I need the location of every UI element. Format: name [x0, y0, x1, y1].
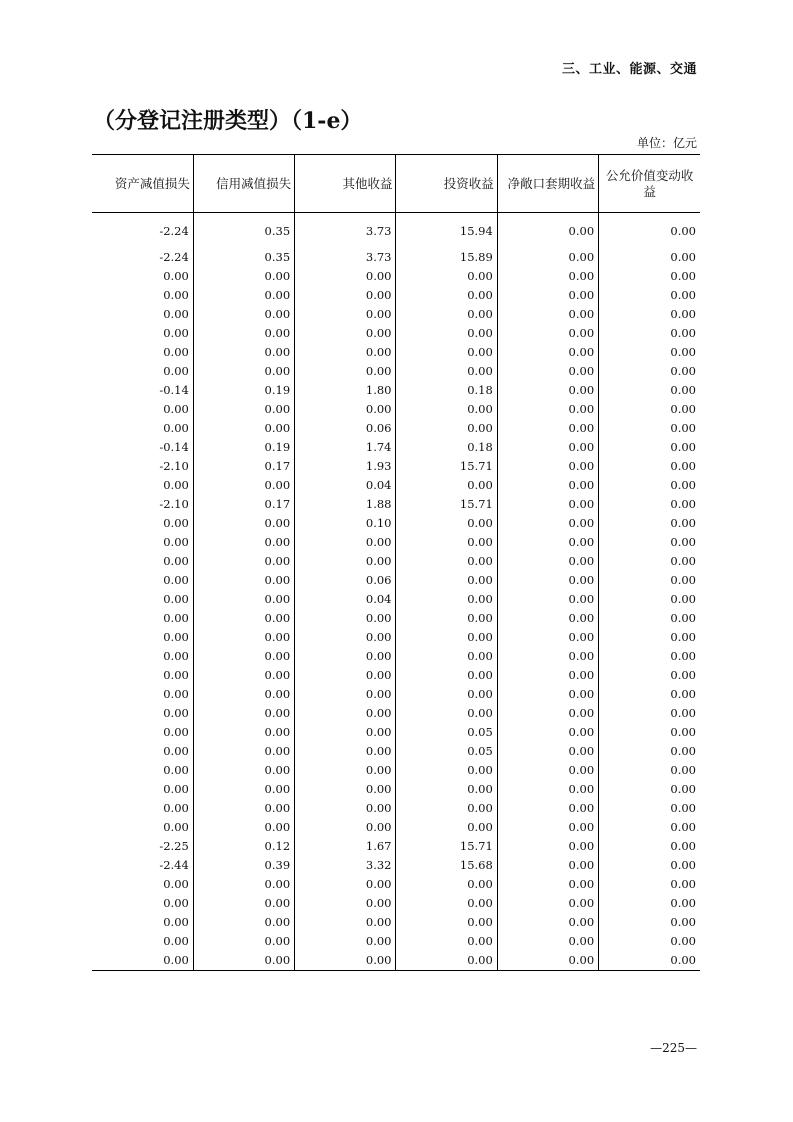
table-cell: 0.00 [396, 571, 497, 590]
table-cell: 0.00 [599, 780, 700, 799]
table-cell: 0.00 [193, 875, 294, 894]
table-cell: 0.00 [193, 362, 294, 381]
table-row [92, 818, 700, 837]
table-cell: 0.00 [396, 685, 497, 704]
table-row [92, 476, 700, 495]
table-cell: 0.00 [497, 213, 598, 242]
table-cell: 0.00 [599, 305, 700, 324]
column-header: 信用减值损失 [193, 155, 294, 213]
table-cell: 0.00 [163, 573, 189, 587]
table-cell: 0.00 [193, 647, 294, 666]
table-cell: 0.00 [193, 704, 294, 723]
table-cell: 0.10 [295, 514, 396, 533]
table-cell: 0.00 [599, 875, 700, 894]
table-cell: 0.00 [497, 381, 598, 400]
table-cell: 0.00 [396, 647, 497, 666]
table-row [92, 286, 700, 305]
table-cell: 0.00 [396, 305, 497, 324]
table-cell: 0.00 [497, 647, 598, 666]
table-cell: 0.04 [295, 590, 396, 609]
table-row [92, 799, 700, 818]
table-cell: 0.00 [497, 476, 598, 495]
table-cell: 0.00 [396, 552, 497, 571]
table-row [92, 213, 700, 242]
table-cell: 0.00 [163, 687, 189, 701]
table-cell: 0.00 [295, 400, 396, 419]
table-cell: 0.00 [599, 666, 700, 685]
table-cell: 0.00 [193, 685, 294, 704]
table-cell: 0.00 [599, 213, 700, 242]
table-cell: 0.00 [497, 780, 598, 799]
table-cell: 0.00 [396, 761, 497, 780]
table-cell: 0.00 [396, 704, 497, 723]
table-row [92, 856, 700, 875]
table-cell: 3.73 [295, 241, 396, 267]
table-cell: 0.00 [599, 742, 700, 761]
table-cell: 0.00 [497, 419, 598, 438]
table-cell: 0.00 [599, 533, 700, 552]
table-cell: 0.00 [193, 894, 294, 913]
table-cell: 0.00 [599, 685, 700, 704]
table-cell: 0.00 [295, 723, 396, 742]
table-cell: 0.00 [599, 951, 700, 971]
table-cell: 0.00 [497, 609, 598, 628]
table-cell: 0.05 [396, 742, 497, 761]
table-cell: 0.00 [599, 457, 700, 476]
table-cell: 0.00 [193, 476, 294, 495]
table-cell: 0.00 [92, 951, 193, 971]
table-cell: 0.00 [193, 951, 294, 971]
table-row [92, 894, 700, 913]
table-cell: 0.00 [599, 609, 700, 628]
table-cell: 0.00 [396, 932, 497, 951]
table-cell: 0.00 [193, 609, 294, 628]
table-cell: 0.00 [599, 267, 700, 286]
table-cell: 0.00 [599, 799, 700, 818]
table-row [92, 837, 700, 856]
table-cell: 0.00 [295, 305, 396, 324]
table-cell: 0.00 [193, 305, 294, 324]
table-row [92, 457, 700, 476]
table-cell: 0.00 [295, 362, 396, 381]
table-cell: 0.00 [163, 554, 189, 568]
table-cell: 0.00 [599, 647, 700, 666]
table-cell: 1.74 [295, 438, 396, 457]
table-cell: -2.10 [159, 497, 189, 511]
table-row [92, 438, 700, 457]
table-cell: 0.00 [295, 267, 396, 286]
table-cell: 0.00 [396, 799, 497, 818]
table-cell: 0.00 [497, 241, 598, 267]
table-cell: 1.67 [295, 837, 396, 856]
table-cell: 0.00 [599, 381, 700, 400]
table-cell: 0.00 [599, 438, 700, 457]
table-cell: 0.00 [295, 894, 396, 913]
table-cell: 0.00 [599, 856, 700, 875]
table-cell: 0.00 [295, 799, 396, 818]
table-cell: 0.00 [497, 400, 598, 419]
table-cell: 0.05 [396, 723, 497, 742]
table-cell: -0.14 [159, 383, 189, 397]
table-cell: 0.00 [163, 307, 189, 321]
table-cell: 0.17 [193, 457, 294, 476]
table-cell: 0.19 [193, 438, 294, 457]
table-cell: 15.89 [396, 241, 497, 267]
table-row [92, 704, 700, 723]
table-row [92, 951, 700, 971]
table-cell: 0.00 [163, 630, 189, 644]
table-cell: 0.00 [396, 951, 497, 971]
table-cell: 0.00 [497, 438, 598, 457]
table-cell: 3.32 [295, 856, 396, 875]
table-cell: 0.00 [497, 894, 598, 913]
table-cell: 0.00 [193, 799, 294, 818]
table-cell: 0.00 [497, 932, 598, 951]
table-cell: -2.24 [159, 224, 189, 238]
table-cell: 0.00 [599, 628, 700, 647]
table-cell: 0.00 [163, 478, 189, 492]
table-cell: 0.00 [599, 286, 700, 305]
table-row [92, 552, 700, 571]
column-header: 投资收益 [396, 155, 497, 213]
table-cell: 0.00 [396, 267, 497, 286]
table-row [92, 419, 700, 438]
table-row [92, 241, 700, 267]
table-cell: 0.00 [497, 362, 598, 381]
table-cell: 0.00 [295, 704, 396, 723]
table-row [92, 324, 700, 343]
table-cell: 0.39 [193, 856, 294, 875]
table-cell: 0.00 [295, 324, 396, 343]
table-cell: 0.00 [396, 666, 497, 685]
table-cell: 0.00 [295, 609, 396, 628]
table-cell: 0.00 [396, 400, 497, 419]
table-cell: 0.00 [295, 647, 396, 666]
table-cell: 0.00 [497, 742, 598, 761]
table-cell: 0.00 [599, 818, 700, 837]
table-cell: 0.00 [396, 324, 497, 343]
table-cell: 0.00 [599, 837, 700, 856]
table-body [92, 213, 700, 971]
table-cell: -2.25 [159, 839, 189, 853]
table-cell: 0.00 [497, 666, 598, 685]
table-cell: 0.00 [295, 666, 396, 685]
table-row [92, 305, 700, 324]
table-cell: 0.00 [497, 818, 598, 837]
table-cell: 0.00 [193, 666, 294, 685]
table-cell: 0.00 [599, 761, 700, 780]
unit-label: 单位：亿元 [636, 136, 697, 150]
table-cell: 0.00 [193, 286, 294, 305]
table-cell: 0.00 [295, 742, 396, 761]
table-cell: 0.00 [163, 269, 189, 283]
table-cell: 0.00 [599, 476, 700, 495]
table-cell: 0.06 [295, 419, 396, 438]
table-cell: 0.00 [396, 286, 497, 305]
table-cell: 0.00 [396, 818, 497, 837]
table-cell: 15.94 [396, 213, 497, 242]
table-row [92, 533, 700, 552]
table-cell: 15.68 [396, 856, 497, 875]
table-cell: 0.00 [163, 725, 189, 739]
page-number: —225— [650, 1041, 697, 1055]
table-cell: 0.00 [497, 286, 598, 305]
table-cell: 0.00 [599, 894, 700, 913]
table-cell: 0.00 [193, 742, 294, 761]
table-cell: 0.00 [295, 932, 396, 951]
table-cell: 0.35 [193, 241, 294, 267]
table-cell: 0.00 [497, 324, 598, 343]
table-cell: 0.00 [599, 495, 700, 514]
table-row [92, 400, 700, 419]
table-cell: 0.00 [295, 533, 396, 552]
table-cell: 0.00 [497, 761, 598, 780]
table-cell: 0.00 [163, 934, 189, 948]
table-cell: 0.00 [163, 668, 189, 682]
table-cell: -0.14 [159, 440, 189, 454]
table-cell: 0.00 [497, 723, 598, 742]
table-cell: 0.00 [193, 818, 294, 837]
table-cell: 0.18 [396, 438, 497, 457]
table-cell: 0.00 [193, 761, 294, 780]
table-row [92, 780, 700, 799]
table-cell: 0.00 [599, 552, 700, 571]
table-header-row [92, 155, 700, 213]
table-cell: 0.00 [193, 533, 294, 552]
table-cell: 0.00 [193, 400, 294, 419]
table-row [92, 267, 700, 286]
table-cell: 0.00 [295, 343, 396, 362]
table-cell: 0.00 [599, 514, 700, 533]
table-cell: 0.00 [396, 476, 497, 495]
column-header: 资产减值损失 [92, 155, 193, 213]
table-row [92, 666, 700, 685]
table-cell: 0.00 [396, 419, 497, 438]
table-cell: 0.00 [163, 782, 189, 796]
table-cell: 0.00 [599, 571, 700, 590]
table-row [92, 913, 700, 932]
table-cell: 0.00 [163, 402, 189, 416]
table-cell: 0.00 [497, 856, 598, 875]
table-cell: 0.00 [163, 288, 189, 302]
table-cell: 0.00 [497, 951, 598, 971]
table-row [92, 362, 700, 381]
table-cell: 0.00 [163, 820, 189, 834]
table-cell: 0.00 [163, 421, 189, 435]
table-cell: 0.00 [497, 495, 598, 514]
table-cell: 0.00 [193, 628, 294, 647]
section-header: 三、工业、能源、交通 [561, 62, 697, 77]
table-cell: 0.00 [163, 326, 189, 340]
table-cell: 0.00 [599, 932, 700, 951]
table-cell: 0.00 [497, 913, 598, 932]
table-row [92, 590, 700, 609]
table-cell: 0.00 [295, 951, 396, 971]
table-cell: 0.00 [396, 913, 497, 932]
table-cell: 0.00 [163, 611, 189, 625]
table-cell: 0.00 [497, 533, 598, 552]
table-cell: 0.00 [497, 837, 598, 856]
table-cell: 1.80 [295, 381, 396, 400]
table-cell: 0.00 [193, 780, 294, 799]
table-cell: 0.00 [163, 364, 189, 378]
table-cell: 0.00 [599, 324, 700, 343]
table-cell: 0.00 [497, 628, 598, 647]
table-cell: 0.00 [497, 305, 598, 324]
table-cell: 0.00 [599, 590, 700, 609]
table-cell: 0.00 [396, 514, 497, 533]
table-cell: 0.00 [599, 241, 700, 267]
table-cell: 0.00 [396, 628, 497, 647]
table-cell: 15.71 [396, 837, 497, 856]
table-cell: 0.00 [163, 915, 189, 929]
table-cell: 0.00 [396, 362, 497, 381]
table-cell: 0.00 [599, 400, 700, 419]
table-cell: 0.00 [396, 343, 497, 362]
table-cell: 15.71 [396, 495, 497, 514]
table-cell: -2.24 [159, 250, 189, 264]
table-cell: 0.00 [193, 932, 294, 951]
table-row [92, 609, 700, 628]
table-cell: 0.00 [193, 324, 294, 343]
table-cell: 0.00 [599, 343, 700, 362]
table-row [92, 761, 700, 780]
table-row [92, 628, 700, 647]
table-cell: 0.00 [599, 362, 700, 381]
column-header: 公允价值变动收益 [599, 155, 700, 213]
table-row [92, 875, 700, 894]
table-cell: 0.00 [295, 628, 396, 647]
table-cell: 0.00 [163, 801, 189, 815]
table-row [92, 742, 700, 761]
table-row [92, 381, 700, 400]
table-row [92, 495, 700, 514]
table-cell: 0.00 [163, 763, 189, 777]
data-table [92, 154, 700, 971]
table-cell: 0.12 [193, 837, 294, 856]
column-header: 净敞口套期收益 [497, 155, 598, 213]
table-cell: 0.00 [396, 894, 497, 913]
column-header: 其他收益 [295, 155, 396, 213]
table-cell: -2.10 [159, 459, 189, 473]
table-cell: 0.00 [497, 457, 598, 476]
table-cell: 0.35 [193, 213, 294, 242]
table-cell: 1.88 [295, 495, 396, 514]
table-row [92, 932, 700, 951]
table-cell: 0.00 [599, 723, 700, 742]
table-cell: 0.00 [295, 286, 396, 305]
table-cell: 0.00 [497, 704, 598, 723]
table-row [92, 514, 700, 533]
table-cell: 0.00 [497, 552, 598, 571]
table-cell: 0.00 [497, 799, 598, 818]
table-cell: 0.00 [497, 514, 598, 533]
table-cell: 0.00 [163, 744, 189, 758]
table-cell: 0.00 [295, 913, 396, 932]
table-cell: 0.00 [163, 516, 189, 530]
table-cell: 0.00 [163, 706, 189, 720]
table-cell: 0.00 [497, 267, 598, 286]
table-cell: 0.06 [295, 571, 396, 590]
table-row [92, 685, 700, 704]
table-cell: 0.00 [497, 685, 598, 704]
table-cell: 0.19 [193, 381, 294, 400]
table-cell: 0.00 [295, 875, 396, 894]
table-cell: 0.00 [193, 514, 294, 533]
table-cell: 0.00 [295, 761, 396, 780]
table-cell: 0.00 [193, 267, 294, 286]
table-cell: 0.18 [396, 381, 497, 400]
table-cell: 0.00 [295, 552, 396, 571]
table-cell: 0.00 [295, 685, 396, 704]
page-title: （分登记注册类型）（1-e） [93, 108, 363, 134]
table-cell: 0.00 [396, 875, 497, 894]
table-row [92, 343, 700, 362]
table-cell: 0.00 [599, 704, 700, 723]
table-cell: 0.00 [497, 875, 598, 894]
table-cell: -2.44 [159, 858, 189, 872]
table-cell: 0.00 [497, 343, 598, 362]
table-row [92, 647, 700, 666]
table-cell: 15.71 [396, 457, 497, 476]
table-cell: 3.73 [295, 213, 396, 242]
table-cell: 0.00 [599, 419, 700, 438]
table-cell: 0.00 [163, 345, 189, 359]
table-row [92, 723, 700, 742]
table-cell: 0.00 [497, 571, 598, 590]
table-cell: 0.00 [163, 592, 189, 606]
table-cell: 0.00 [163, 649, 189, 663]
table-cell: 0.00 [193, 723, 294, 742]
table-cell: 0.00 [193, 590, 294, 609]
table-cell: 0.00 [295, 818, 396, 837]
table-cell: 0.00 [193, 419, 294, 438]
table-cell: 0.00 [396, 533, 497, 552]
table-cell: 0.00 [193, 343, 294, 362]
table-cell: 0.00 [193, 913, 294, 932]
table-cell: 0.00 [497, 590, 598, 609]
table-cell: 0.00 [163, 877, 189, 891]
table-cell: 0.00 [599, 913, 700, 932]
table-cell: 0.00 [396, 609, 497, 628]
table-cell: 0.00 [193, 571, 294, 590]
table-cell: 0.00 [295, 780, 396, 799]
table-cell: 0.17 [193, 495, 294, 514]
table-cell: 0.00 [193, 552, 294, 571]
table-row [92, 571, 700, 590]
table-cell: 0.00 [396, 590, 497, 609]
table-cell: 0.00 [396, 780, 497, 799]
table-cell: 0.00 [163, 535, 189, 549]
table-cell: 1.93 [295, 457, 396, 476]
table-cell: 0.00 [163, 896, 189, 910]
table-cell: 0.04 [295, 476, 396, 495]
